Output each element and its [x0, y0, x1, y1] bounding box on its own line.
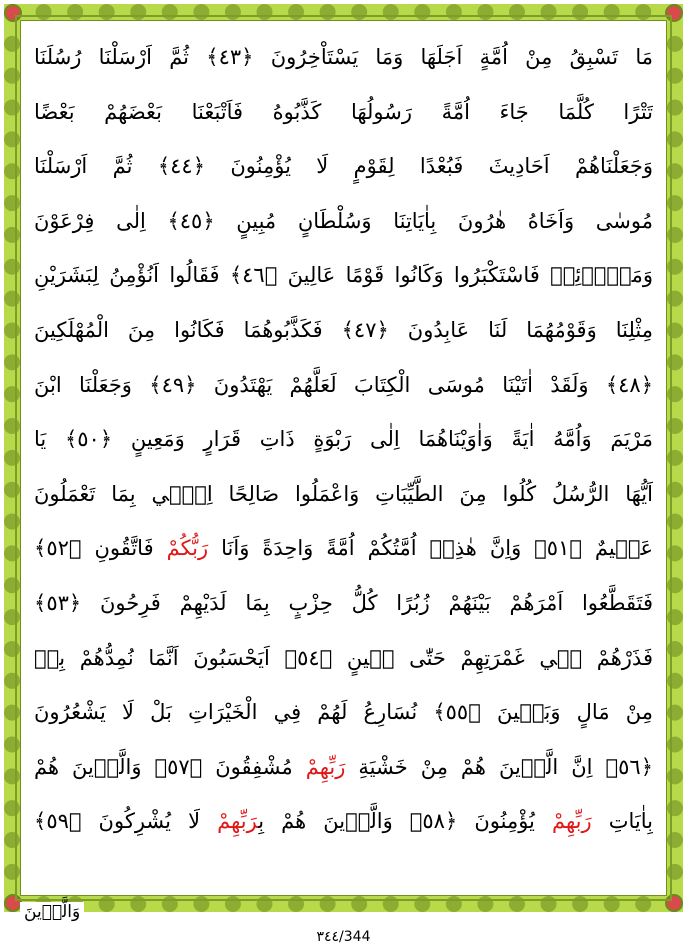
text-line-8: مَرْيَمَ وَاُمَّهُ اٰيَةً وَاٰوَيْنَاهُمَا اِلٰى رَبْوَةٍ ذَاتِ قَرَارٍ وَمَعِينٍ ﴿٥٠﴾ يَا	[34, 427, 653, 452]
text-line-2: تَتْرًا كُلَّمَا جَاءَ اُمَّةً رَسُولُهَا كَذَّبُوهُ فَاَتْبَعْنَا بَعْضَهُمْ بَعْضًا	[34, 99, 653, 124]
text-line-11: فَتَقَطَّعُوا اَمْرَهُمْ بَيْنَهُمْ زُبُرًا كُلُّ حِزْبٍ بِمَا لَدَيْهِمْ فَرِحُونَ ﴿٥٣﴾	[34, 590, 653, 615]
text-line-15: بِاٰيَاتِ رَبِّهِمْ يُؤْمِنُونَ ﴿٥٨﴾ وَالَّذ۪ينَ هُمْ بِرَبِّهِمْ لَا يُشْرِكُونَ ﴿٥٩﴾	[34, 809, 653, 834]
corner-ornament-icon	[665, 894, 683, 912]
text-line-3: وَجَعَلْنَاهُمْ اَحَادِيثَ فَبُعْدًا لِقَوْمٍ لَا يُؤْمِنُونَ ﴿٤٤﴾ ثُمَّ اَرْسَلْنَا	[34, 154, 653, 179]
text-line-6: مِثْلِنَا وَقَوْمُهُمَا لَنَا عَابِدُونَ ﴿٤٧﴾ فَكَذَّبُوهُمَا فَكَانُوا مِنَ الْمُهْلَكِينَ	[34, 317, 653, 342]
text-line-9: اَيُّهَا الرُّسُلُ كُلُوا مِنَ الطَّيِّبَاتِ وَاعْمَلُوا صَالِحًا اِنّ۪ي بِمَا تَعْمَلُونَ	[34, 481, 653, 506]
text-line-12: فَذَرْهُمْ ف۪ي غَمْرَتِهِمْ حَتّٰى ح۪ينٍ ﴿٥٤﴾ اَيَحْسَبُونَ اَنَّمَا نُمِدُّهُمْ بِه۪	[34, 645, 653, 670]
corner-ornament-icon	[665, 4, 683, 22]
text-line-4: مُوسٰى وَاَخَاهُ هٰرُونَ بِاٰيَاتِنَا وَسُلْطَانٍ مُبِينٍ ﴿٤٥﴾ اِلٰى فِرْعَوْنَ	[34, 208, 653, 233]
text-line-14: ﴿٥٦﴾ اِنَّ الَّذ۪ينَ هُمْ مِنْ خَشْيَةِ رَبِّهِمْ مُشْفِقُونَ ﴿٥٧﴾ وَالَّذ۪ينَ هُمْ	[34, 754, 653, 779]
page-border-frame	[4, 4, 683, 912]
text-line-10: عَل۪يمٌ ﴿٥١﴾ وَاِنَّ هٰذِه۪ اُمَّتُكُمْ اُمَّةً وَاحِدَةً وَاَنَا رَبُّكُمْ فَاتَّقُونِ ﴿٥٢﴾	[34, 536, 653, 561]
quran-text-block	[34, 30, 653, 849]
corner-ornament-icon	[4, 4, 22, 22]
text-line-5: وَمَلَا۬ئِهٖ فَاسْتَكْبَرُوا وَكَانُوا قَوْمًا عَالِينَ ﴿٤٦﴾ فَقَالُوا اَنُؤْمِنُ لِبَشَرَيْنِ	[34, 263, 653, 288]
catchword: وَالَّذ۪ينَ	[20, 902, 84, 922]
text-line-13: مِنْ مَالٍ وَبَن۪ينَ ﴿٥٥﴾ نُسَارِعُ لَهُمْ فِي الْخَيْرَاتِ بَلْ لَا يَشْعُرُونَ	[34, 700, 653, 725]
page-number: ٣٤٤/344	[316, 929, 371, 945]
text-line-7: ﴿٤٨﴾ وَلَقَدْ اٰتَيْنَا مُوسَى الْكِتَابَ لَعَلَّهُمْ يَهْتَدُونَ ﴿٤٩﴾ وَجَعَلْنَا ابْنَ	[34, 372, 653, 397]
text-line-1: مَا تَسْبِقُ مِنْ اُمَّةٍ اَجَلَهَا وَمَا يَسْتَاْخِرُونَ ﴿٤٣﴾ ثُمَّ اَرْسَلْنَا رُسُلَنَا	[34, 45, 653, 69]
